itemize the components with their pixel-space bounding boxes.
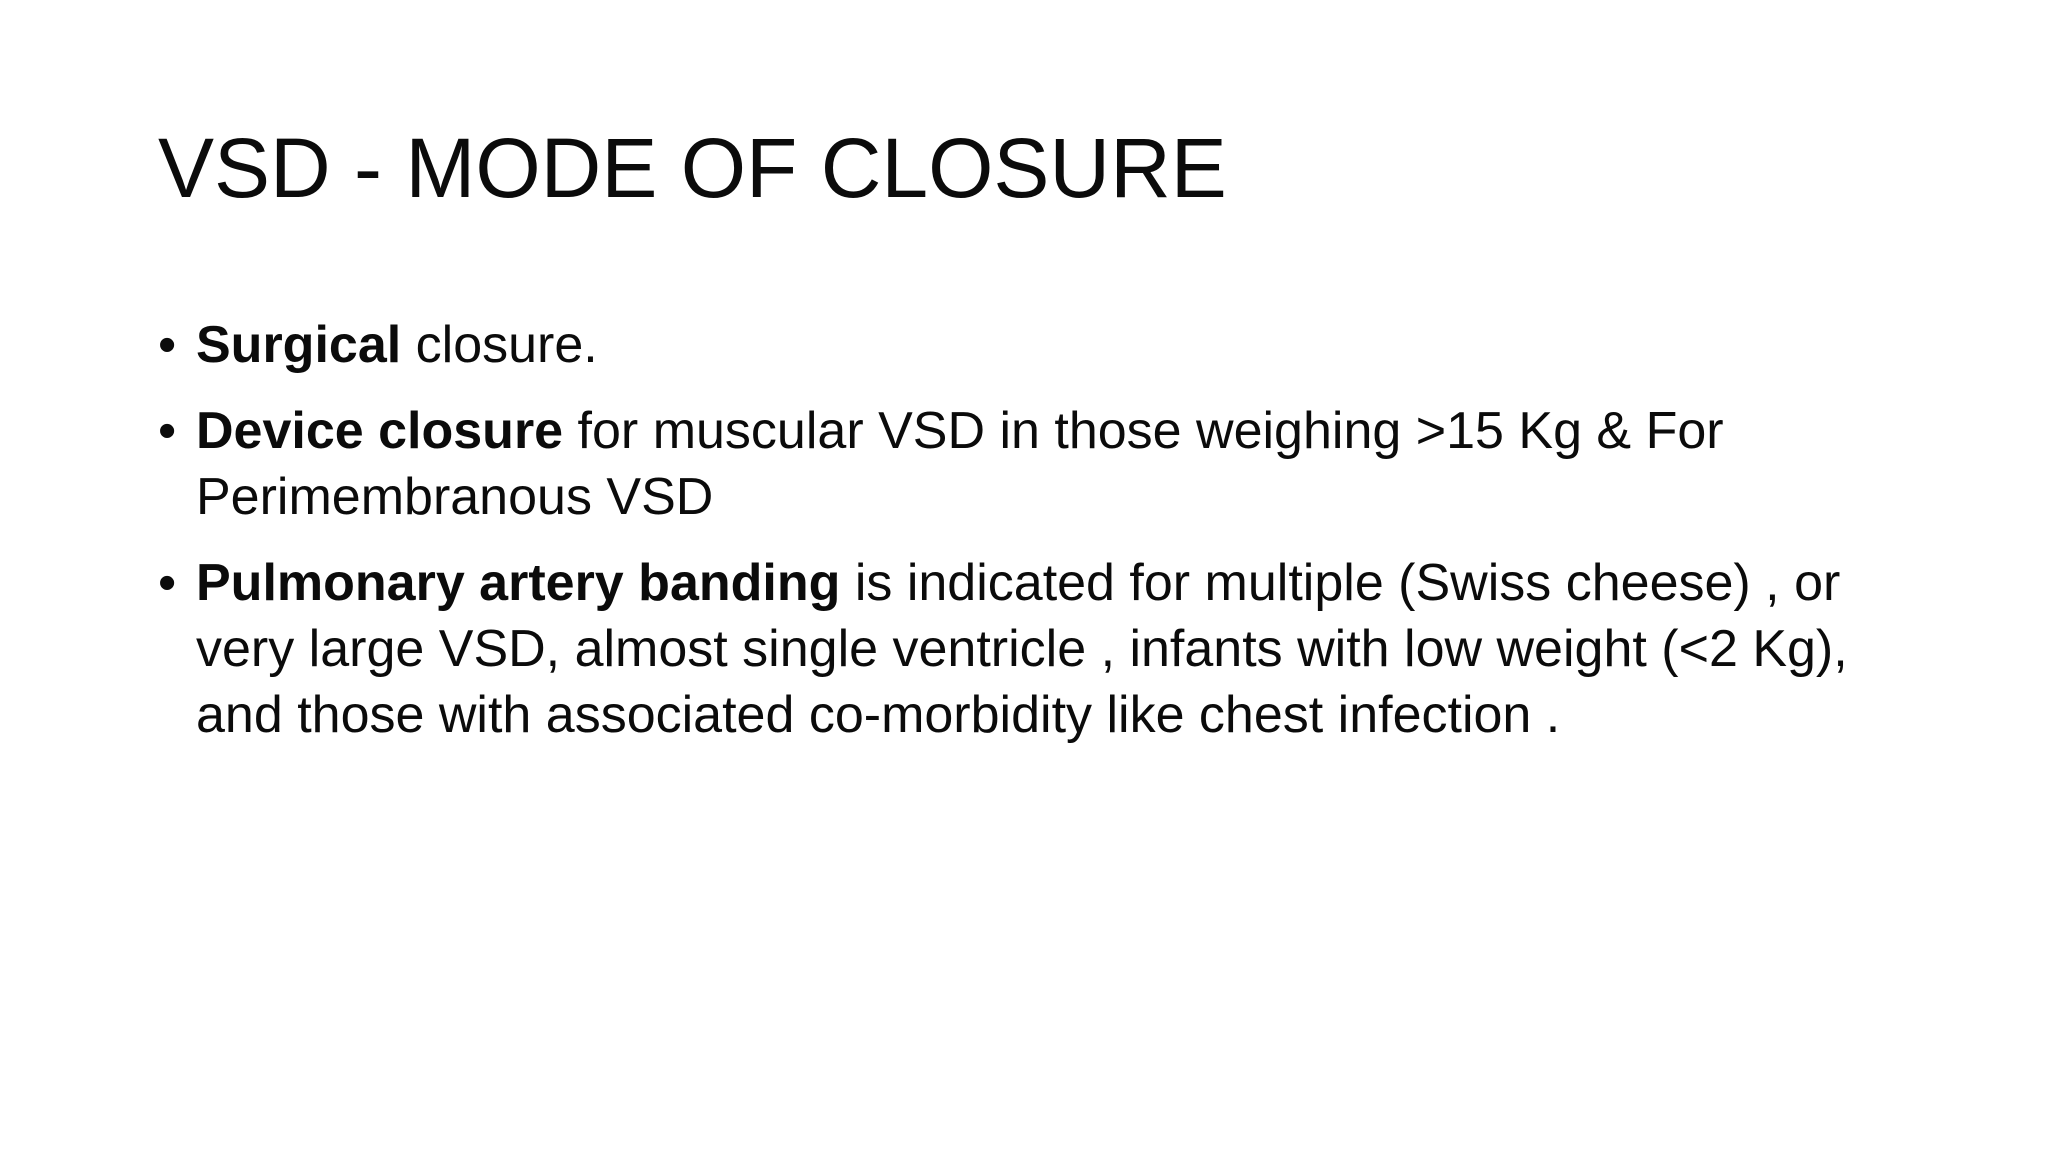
- bullet-text: for muscular VSD in those weighing >15 Kg & For Perimembranous VSD: [196, 402, 1724, 526]
- bullet-dot-icon: •: [158, 402, 177, 460]
- bullet-bold-text: Surgical: [196, 316, 402, 374]
- bullet-bold-text: Pulmonary artery banding: [196, 554, 841, 612]
- bullet-text: is indicated for multiple (Swiss cheese) , or very large VSD, almost single ventricle , infants with low weight (<2 Kg), and those with associated co-morbidity like chest infection .: [196, 554, 1848, 744]
- bullet-bold-text: Device closure: [196, 402, 564, 460]
- bullet-text: closure.: [401, 316, 598, 374]
- bullet-item-pulmonary-artery-banding: [158, 550, 1918, 748]
- bullet-list: [158, 312, 1918, 768]
- bullet-dot-icon: •: [158, 554, 177, 612]
- bullet-item-device-closure: [158, 398, 1918, 530]
- bullet-dot-icon: •: [158, 316, 177, 374]
- slide-title: VSD - MODE OF CLOSURE: [158, 121, 1227, 215]
- bullet-item-surgical: [158, 312, 1918, 378]
